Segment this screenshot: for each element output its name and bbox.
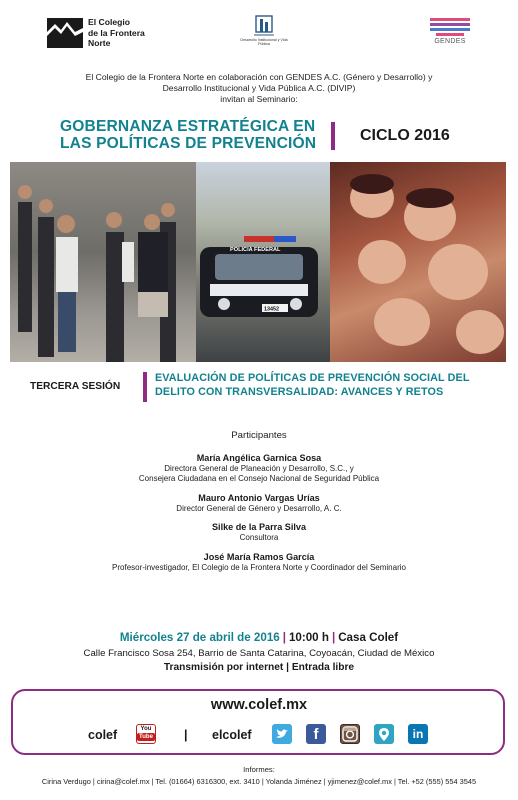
event-venue: Casa Colef xyxy=(338,631,399,644)
separator: | xyxy=(331,631,336,644)
facebook-icon[interactable] xyxy=(306,724,326,744)
participant-role: Profesor-investigador, El Colegio de la Frontera Norte y Coordinador del Seminario xyxy=(112,562,406,572)
linkedin-icon[interactable] xyxy=(408,724,428,744)
handle-elcolef: elcolef xyxy=(212,728,252,742)
participants-heading: Participantes xyxy=(231,430,287,441)
handle-colef: colef xyxy=(88,728,118,742)
colef-logo-text: El Colegio de la Frontera Norte xyxy=(88,17,145,48)
photo-collage-shapes xyxy=(10,162,506,362)
cycle-label: CICLO 2016 xyxy=(360,127,450,144)
linkedin-glyph: in xyxy=(412,727,424,741)
participant-role: Director General de Género y Desarrollo, A. C. xyxy=(176,503,342,513)
event-address: Calle Francisco Sosa 254, Barrio de Santa Catarina, Coyoacán, Ciudad de México xyxy=(83,648,435,659)
police-car-label: POLICIA FEDERAL xyxy=(230,247,281,253)
divip-logo xyxy=(234,14,294,56)
colef-logo xyxy=(47,16,147,52)
website-link[interactable]: www.colef.mx xyxy=(210,697,308,713)
divip-emblem-icon xyxy=(253,14,275,38)
participant-role: Consultora xyxy=(239,533,279,543)
intro-text xyxy=(0,72,518,105)
intro-line: Desarrollo Institucional y Vida Pública A.C. (DIVIP) xyxy=(162,83,356,93)
event-time: 10:00 h xyxy=(288,631,329,644)
participant-name: María Angélica Garnica Sosa xyxy=(196,453,322,463)
gendes-logo-text: GENDES xyxy=(434,38,466,45)
participant xyxy=(0,521,518,543)
colef-mountain-icon xyxy=(47,18,83,48)
intro-line: invitan al Seminario: xyxy=(220,94,298,104)
session-title-line: DELITO CON TRANSVERSALIDAD: AVANCES Y RETOS xyxy=(155,386,444,398)
participant xyxy=(0,452,518,485)
youtube-icon[interactable] xyxy=(136,724,156,744)
participant xyxy=(0,492,518,514)
separator: | xyxy=(282,631,286,644)
session-title-line: EVALUACIÓN DE POLÍTICAS DE PREVENCIÓN SOCIAL DEL xyxy=(155,372,470,384)
event-date: Miércoles 27 de abril de 2016 xyxy=(119,631,280,644)
participant-role: Consejera Ciudadana en el Consejo Nacional de Seguridad Pública xyxy=(138,474,380,484)
participant xyxy=(0,551,518,573)
gendes-logo xyxy=(430,18,470,54)
seminar-title xyxy=(60,118,320,152)
police-car-number: 13452 xyxy=(264,306,279,313)
session-label: TERCERA SESIÓN xyxy=(30,381,121,392)
session-title xyxy=(155,371,500,399)
contacts-line: Cirina Verdugo | cirina@colef.mx | Tel. (01664) 6316300, ext. 3410 | Yolanda Jiménez | yjimenez@colef.mx | Tel. +52 (555) 554 3545 xyxy=(41,777,477,786)
separator: | xyxy=(184,728,188,742)
photo-collage xyxy=(10,162,506,362)
event-line xyxy=(0,631,518,644)
participant-name: Silke de la Parra Silva xyxy=(211,522,307,533)
participant-name: Mauro Antonio Vargas Urías xyxy=(198,492,320,503)
title-divider xyxy=(331,122,335,150)
divip-logo-text: Desarrollo Institucional y Vida Pública xyxy=(240,38,288,47)
twitter-icon[interactable] xyxy=(272,724,292,744)
periscope-icon[interactable] xyxy=(374,724,394,744)
session-divider xyxy=(143,372,147,402)
youtube-you-text: You xyxy=(140,726,152,732)
instagram-icon[interactable] xyxy=(340,724,360,744)
youtube-tube-text: Tube xyxy=(137,733,155,741)
gendes-bars-icon xyxy=(430,18,470,36)
seminar-title-line: GOBERNANZA ESTRATÉGICA EN xyxy=(60,118,316,135)
seminar-title-line: LAS POLÍTICAS DE PREVENCIÓN xyxy=(60,135,317,152)
participants-list xyxy=(0,452,518,580)
social-row xyxy=(88,724,438,746)
participant-name: José María Ramos García xyxy=(203,551,315,562)
event-broadcast: Transmisión por internet | Entrada libre xyxy=(163,662,355,673)
facebook-glyph: f xyxy=(313,726,319,743)
intro-line: El Colegio de la Frontera Norte en colaboración con GENDES A.C. (Género y Desarrollo) y xyxy=(85,72,433,82)
participant-role: Directora General de Planeación y Desarrollo, S.C., y xyxy=(164,464,354,473)
info-heading: Informes: xyxy=(243,765,275,774)
